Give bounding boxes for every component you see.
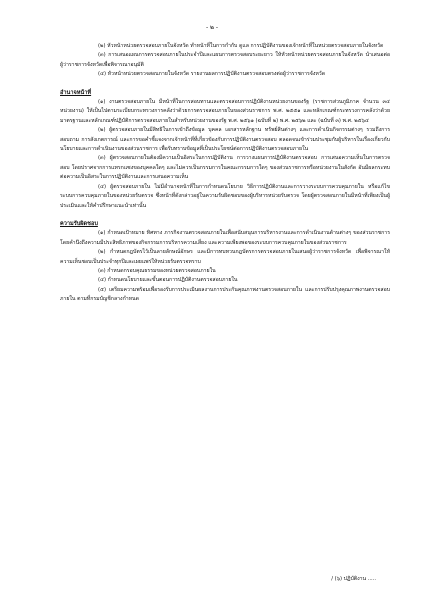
section-heading-authority: อำนาจหน้าที่ — [60, 89, 92, 96]
paragraph-2: (๒) หัวหน้าหน่วยตรวจสอบภายในจังหวัด ทำหน้าที่ในการกำกับ ดูแล การปฏิบัติงานของเจ้าหน้าที่ในหน่วยตรวจสอบภายในจังหวัด — [98, 43, 384, 49]
document-body — [60, 42, 390, 305]
paragraph-4: (๔) หัวหน้าหน่วยตรวจสอบภายในจังหวัด รายงานผลการปฏิบัติงานตรวจสอบตรงต่อผู้ว่าราชการจังหวัด — [98, 71, 326, 78]
responsibility-item-3: (๓) กำหนดกรอบคุณธรรมของหน่วยตรวจสอบภายใน — [98, 267, 216, 274]
responsibility-item-2: (๒) กำหนดกฎบัตรไว้เป็นลายลักษณ์อักษร และมีการทบทวนกฎบัตรการตรวจสอบภายในเสนอผู้ว่าราชการจังหวัด เพื่อพิจารณาให้ความเห็นชอบเป็นประจำทุกปีและเผยแพร่ให้หน่วยรับตรวจทราบ — [60, 249, 390, 265]
responsibility-item-4: (๔) กำหนดนโยบายและขั้นตอนการปฏิบัติงานตรวจสอบภายใน — [98, 277, 238, 284]
continuation-note: / (๖) ปฏิบัติงาน ..... — [331, 576, 376, 582]
authority-item-3: (๓) ผู้ตรวจสอบภายในต้องมีความเป็นอิสระในการปฏิบัติงาน การวางแผนการปฏิบัติงานตรวจสอบ การเสนอความเห็นในการตรวจสอบ โดยปราศจากการแทรกแซงของบุคคลใดๆ และไม่ควรเป็นกรรมการในคณะกรรมการใดๆ ของส่วนราชการหรือหน่วยงานในสังกัด อันมีผลกระทบต่อความเป็นอิสระในการปฏิบัติงานและการเสนอความเห็น — [60, 155, 390, 181]
responsibility-item-1: (๑) กำหนดเป้าหมาย ทิศทาง ภารกิจงานตรวจสอบภายในเพื่อสนับสนุนการบริหารงานและการดำเนินงานด้านต่างๆ ของส่วนราชการ โดยคำนึงถึงความมีประสิทธิภาพของกิจกรรมการบริหารความเสี่ยง และความเพียงพอของระบบการควบคุมภายในของส่วนราชการ — [60, 230, 390, 246]
authority-item-2: (๒) ผู้ตรวจสอบภายในมีสิทธิในการเข้าถึงข้อมูล บุคคล เอกสารหลักฐาน ทรัพย์สินต่างๆ และการดำเนินกิจกรรมต่างๆ รวมถึงการสอบถาม การสังเกตการณ์ และการขอคำชี้แจงจากเจ้าหน้าที่ที่เกี่ยวข้องกับการปฏิบัติงานตรวจสอบ ตลอดจนเข้าร่วมประชุมกับผู้บริหารในเรื่องเกี่ยวกับนโยบายและการดำเนินงานของส่วนราชการ เพื่อรับทราบข้อมูลที่เป็นประโยชน์ต่อการปฏิบัติงานตรวจสอบภายใน — [60, 127, 390, 153]
authority-item-4: (๔) ผู้ตรวจสอบภายใน ไม่มีอำนาจหน้าที่ในการกำหนดนโยบาย วิธีการปฏิบัติงานและการวางระบบการควบคุมภายใน หรือแก้ไขระบบการควบคุมภายในของหน่วยรับตรวจ ซึ่งหน้าที่ดังกล่าวอยู่ในความรับผิดชอบของผู้บริหารหน่วยรับตรวจ โดยผู้ตรวจสอบภายในมีหน้าที่เพียงเป็นผู้ประเมินและให้คำปรึกษาแนะนำเท่านั้น — [60, 183, 390, 209]
section-heading-responsibility: ความรับผิดชอบ — [60, 220, 98, 227]
responsibility-item-5: (๕) เตรียมความพร้อมเพื่อรองรับการประเมินผลงานการประกันคุณภาพงานตรวจสอบภายใน และการปรับปรุงคุณภาพงานตรวจสอบภายใน ตามที่กรมบัญชีกลางกำหนด — [60, 286, 390, 303]
paragraph-3: (๓) การเสนอแผนการตรวจสอบภายในประจำปีและแผนการตรวจสอบระยะยาว ให้หัวหน้าหน่วยตรวจสอบภายในจังหวัด นำเสนอต่อผู้ว่าราชการจังหวัดเพื่อพิจารณาอนุมัติ — [60, 52, 390, 68]
page-number: - ๒ - — [205, 24, 219, 31]
authority-item-1: (๑) งานตรวจสอบภายใน มีหน้าที่ในการสอบทานและตรวจสอบการปฏิบัติงานหน่วยงานของรัฐ (ราชการส่วนภูมิภาค จำนวน ๓๔ หน่วยงาน) ให้เป็นไปตามระเบียบกระทรวงการคลังว่าด้วยการตรวจสอบภายในของส่วนราชการ พ.ศ. ๒๕๕๑ และหลักเกณฑ์กระทรวงการคลังว่าด้วยมาตรฐานและหลักเกณฑ์ปฏิบัติการตรวจสอบภายในสำหรับหน่วยงานของรัฐ พ.ศ. ๒๕๖๑ (ฉบับที่ ๒) พ.ศ. ๒๕๖๒ และ (ฉบับที่ ๓) พ.ศ. ๒๕๖๔ — [60, 99, 390, 124]
